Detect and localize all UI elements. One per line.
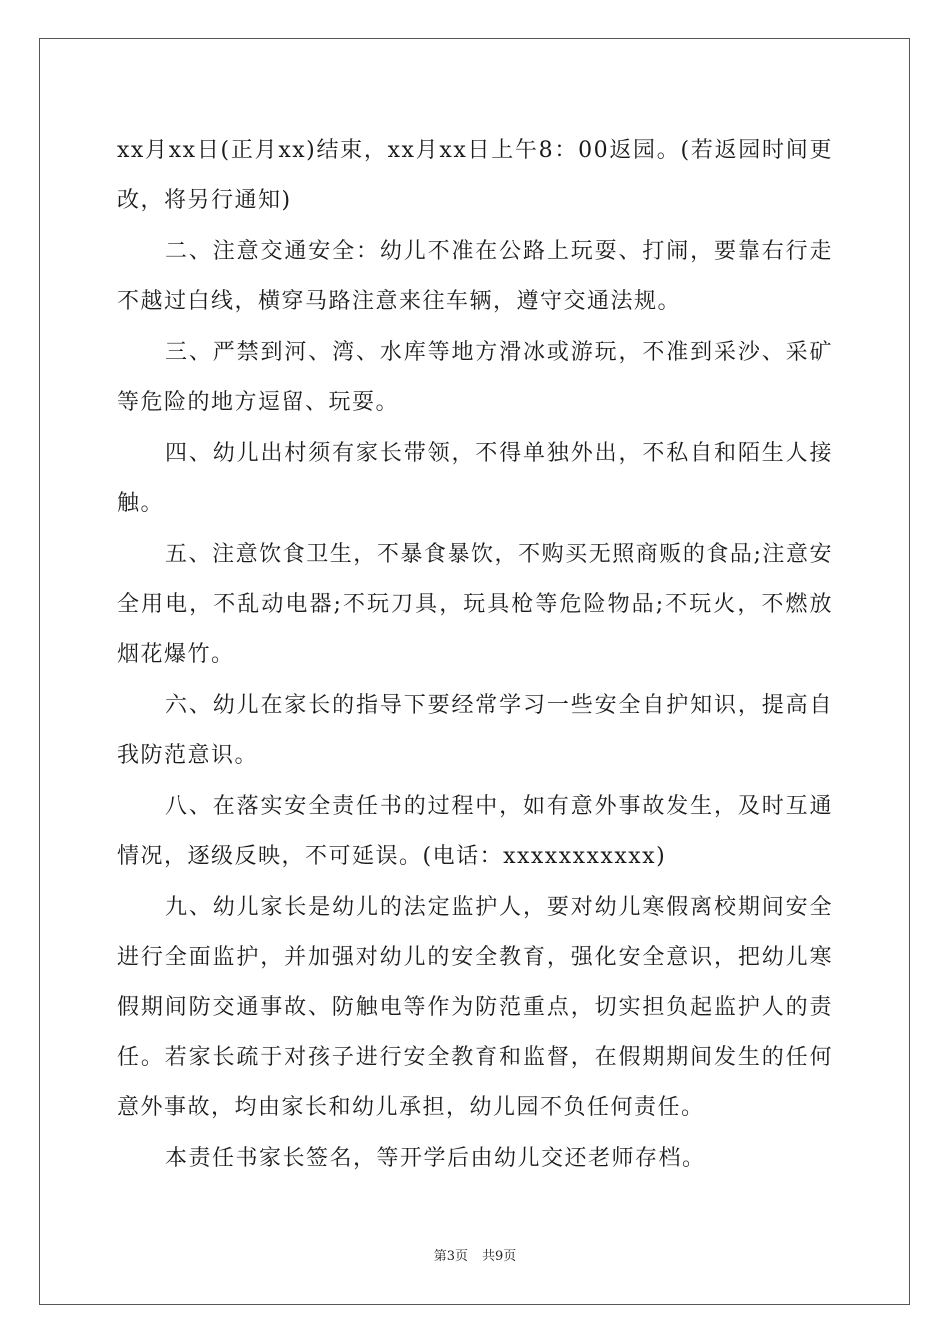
page-footer bbox=[0, 1245, 950, 1264]
page-total: 共9页 bbox=[482, 1249, 517, 1264]
paragraph-return-date: xx月xx日(正月xx)结束，xx月xx日上午8：00返园。(若返园时间更改，将另行通知) bbox=[117, 138, 833, 213]
paragraph-signature-note: 本责任书家长签名，等开学后由幼儿交还老师存档。 bbox=[165, 1146, 706, 1171]
paragraph-food-electric-safety: 五、注意饮食卫生，不暴食暴饮，不购买无照商贩的食品;注意安全用电，不乱动电器;不玩刀具，玩具枪等危险物品;不玩火，不燃放烟花爆竹。 bbox=[117, 542, 833, 667]
paragraph-traffic-safety: 二、注意交通安全：幼儿不准在公路上玩耍、打闹，要靠右行走不越过白线，横穿马路注意来往车辆，遵守交通法规。 bbox=[117, 239, 833, 314]
document-body bbox=[117, 126, 833, 1185]
paragraph-outing-safety: 四、幼儿出村须有家长带领，不得单独外出，不私自和陌生人接触。 bbox=[117, 441, 833, 516]
paragraph-guardian-duty: 九、幼儿家长是幼儿的法定监护人，要对幼儿寒假离校期间安全进行全面监护，并加强对幼儿的安全教育，强化安全意识，把幼儿寒假期间防交通事故、防触电等作为防范重点，切实担负起监护人的责任。若家长疏于对孩子进行安全教育和监督，在假期期间发生的任何意外事故，均由家长和幼儿承担，幼儿园不负任何责任。 bbox=[117, 895, 833, 1120]
paragraph-self-protection: 六、幼儿在家长的指导下要经常学习一些安全自护知识，提高自我防范意识。 bbox=[117, 693, 833, 768]
paragraph-incident-report: 八、在落实安全责任书的过程中，如有意外事故发生，及时互通情况，逐级反映，不可延误。(电话：xxxxxxxxxxx) bbox=[117, 794, 833, 869]
page-number: 第3页 bbox=[433, 1249, 468, 1264]
paragraph-water-safety: 三、严禁到河、湾、水库等地方滑冰或游玩，不准到采沙、采矿等危险的地方逗留、玩耍。 bbox=[117, 340, 833, 415]
